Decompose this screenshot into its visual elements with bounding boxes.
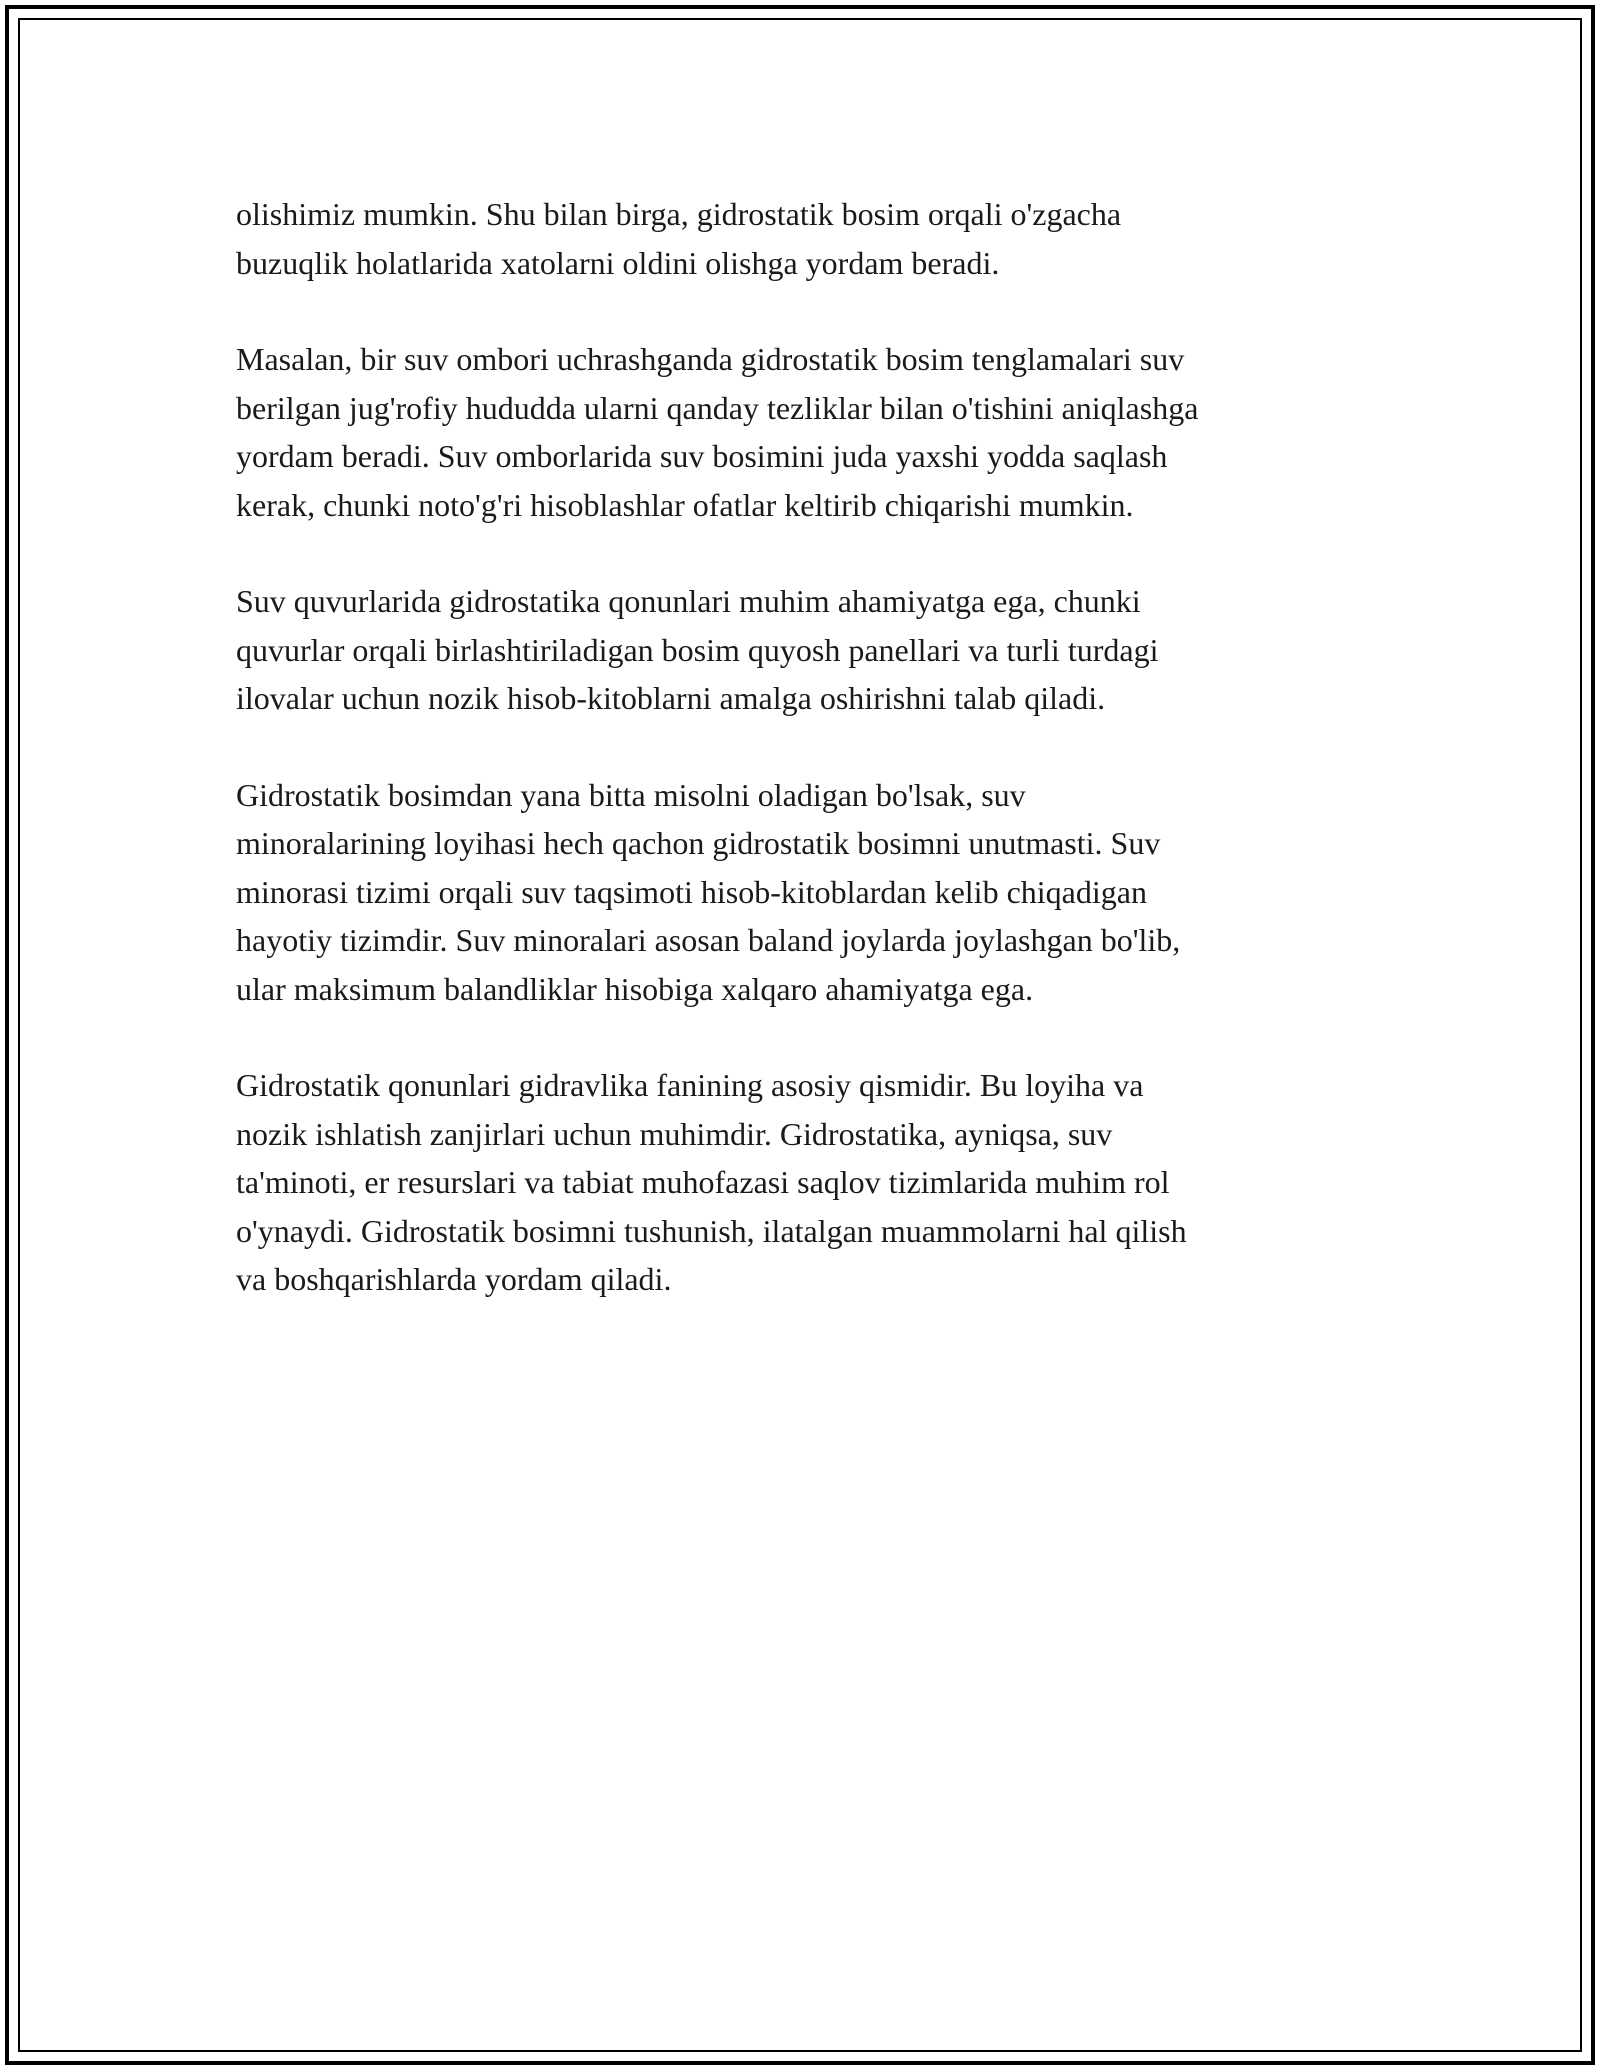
paragraph-3: Suv quvurlarida gidrostatika qonunlari muhim ahamiyatga ega, chunki quvurlar orqali birlashtiriladigan bosim quyosh panellari va turli turdagi ilovalar uchun nozik hisob-kitoblarni amalga oshirishni talab qiladi. <box>236 583 1159 716</box>
paragraph-4: Gidrostatik bosimdan yana bitta misolni oladigan bo'lsak, suv minoralarining loyihasi hech qachon gidrostatik bosimni unutmasti. Suv minorasi tizimi orqali suv taqsimoti hisob-kitoblardan kelib chiqadigan hayotiy tizimdir. Suv minoralari asosan baland joylarda joylashgan bo'lib, ular maksimum balandliklar hisobiga xalqaro ahamiyatga ega. <box>236 776 1181 1007</box>
paragraph-5: Gidrostatik qonunlari gidravlika fanining asosiy qismidir. Bu loyiha va nozik ishlatish zanjirlari uchun muhimdir. Gidrostatika, ayniqsa, suv ta'minoti, er resurslari va tabiat muhofazasi saqlov tizimlarida muhim rol o'ynaydi. Gidrostatik bosimni tushunish, ilatalgan muammolarni hal qilish va boshqarishlarda yordam qiladi. <box>236 1067 1187 1297</box>
paragraph-1: olishimiz mumkin. Shu bilan birga, gidrostatik bosim orqali o'zgacha buzuqlik holatlarida xatolarni oldini olishga yordam beradi. <box>236 196 1122 281</box>
paragraph-2: Masalan, bir suv ombori uchrashganda gidrostatik bosim tenglamalari suv berilgan jug'rofiy hududda ularni qanday tezliklar bilan o'tishini aniqlashga yordam beradi. Suv omborlarida suv bosimini juda yaxshi yodda saqlash kerak, chunki noto'g'ri hisoblashlar ofatlar keltirib chiqarishi mumkin. <box>236 341 1199 523</box>
page-body <box>236 190 1366 1352</box>
